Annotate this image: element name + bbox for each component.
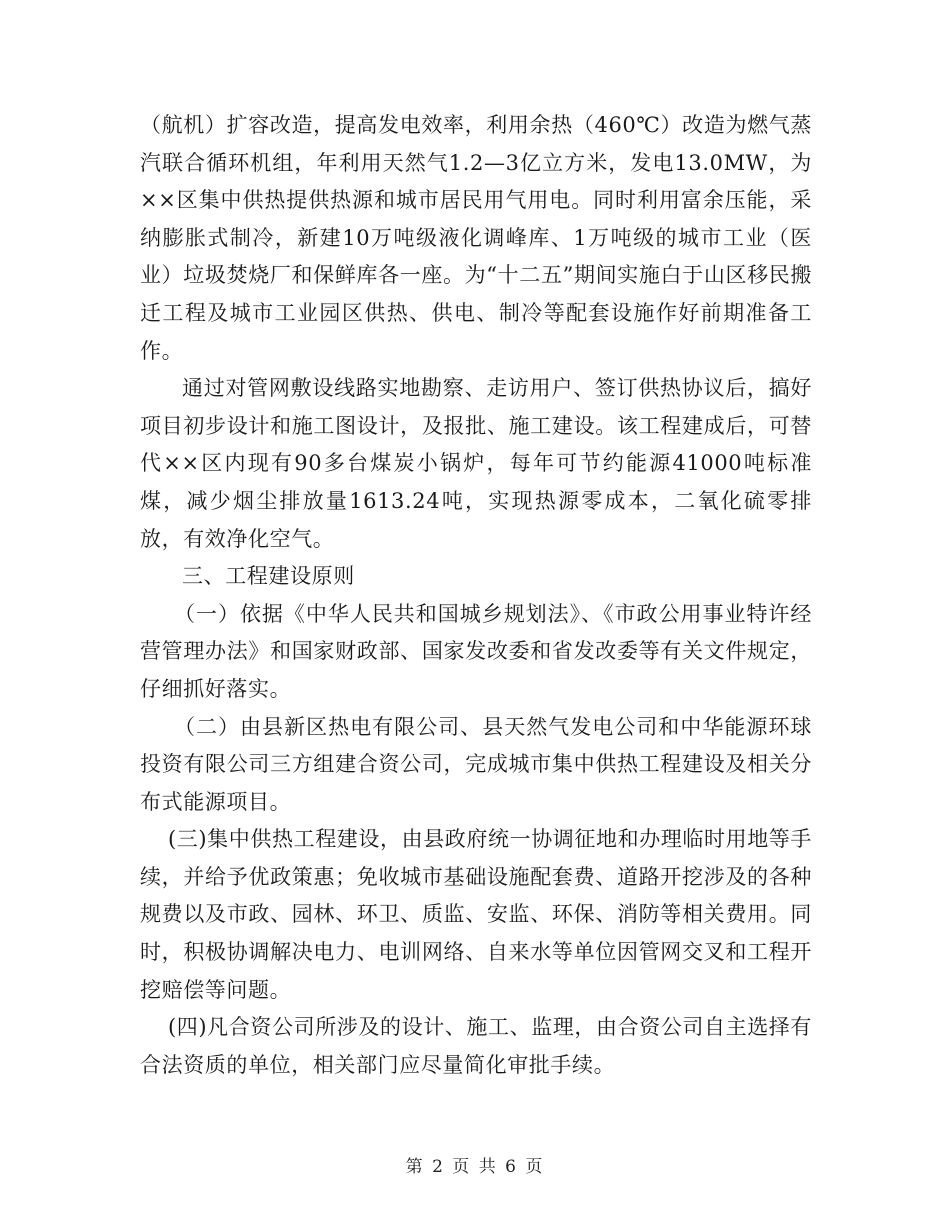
document-body — [140, 107, 812, 1084]
page-number-footer: 第 2 页 共 6 页 — [405, 1157, 545, 1177]
principle-item-4: (四)凡合资公司所涉及的设计、施工、监理，由合资公司自主选择有合法资质的单位，相关部门应尽量简化审批手续。 — [140, 1015, 812, 1077]
paragraph-continuation: （航机）扩容改造，提高发电效率，利用余热（460℃）改造为燃气蒸汽联合循环机组，年利用天然气1.2—3亿立方米，发电13.0MW，为××区集中供热提供热源和城市居民用气用电。同时利用富余压能，采纳膨胀式制冷，新建10万吨级液化调峰库、1万吨级的城市工业（医业）垃圾焚烧厂和保鲜库各一座。为“十二五”期间实施白于山区移民搬迁工程及城市工业园区供热、供电、制冷等配套设施作好前期准备工作。 — [140, 113, 812, 363]
principle-item-1: （一）依据《中华人民共和国城乡规划法》、《市政公用事业特许经营管理办法》和国家财政部、国家发改委和省发改委等有关文件规定，仔细抓好落实。 — [140, 601, 812, 701]
paragraph-implementation: 通过对管网敷设线路实地勘察、走访用户、签订供热协议后，搞好项目初步设计和施工图设计，及报批、施工建设。该工程建成后，可替代××区内现有90多台煤炭小锅炉，每年可节约能源41000吨标准煤，减少烟尘排放量1613.24吨，实现热源零成本，二氧化硫零排放，有效净化空气。 — [140, 376, 812, 551]
principle-item-2: （二）由县新区热电有限公司、县天然气发电公司和中华能源环球投资有限公司三方组建合资公司，完成城市集中供热工程建设及相关分布式能源项目。 — [140, 714, 812, 814]
principle-item-3: (三)集中供热工程建设，由县政府统一协调征地和办理临时用地等手续，并给予优政策惠；免收城市基础设施配套费、道路开挖涉及的各种规费以及市政、园林、环卫、质监、安监、环保、消防等相关费用。同时，积极协调解决电力、电训网络、自来水等单位因管网交叉和工程开挖赔偿等问题。 — [140, 827, 812, 1002]
section-heading: 三、工程建设原则 — [182, 564, 355, 589]
